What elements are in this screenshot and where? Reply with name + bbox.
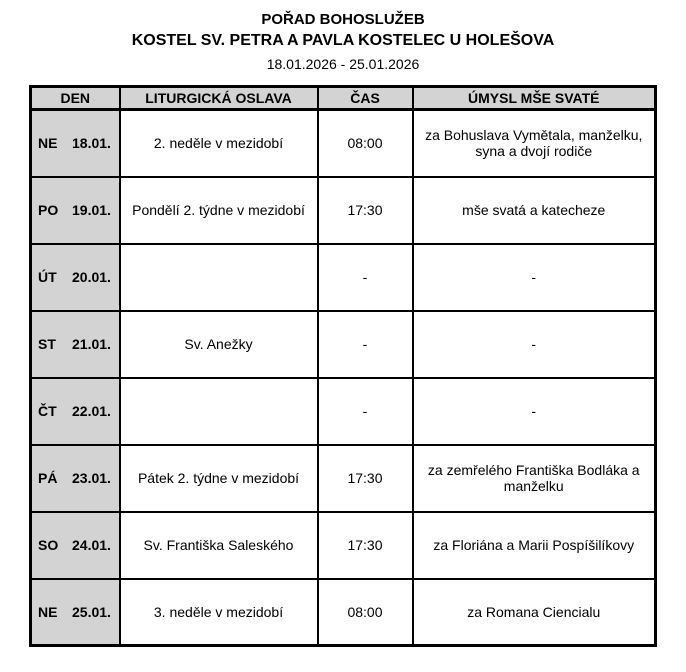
table-row [31, 244, 656, 311]
celebration-cell: Sv. Františka Saleského [120, 512, 318, 579]
document-header [0, 0, 686, 72]
day-date: 18.01. [72, 135, 111, 152]
celebration-cell [120, 378, 318, 445]
col-header-time: ČAS [318, 87, 413, 110]
intention-cell: za Romana Ciencialu [413, 579, 656, 646]
time-cell: 08:00 [318, 110, 413, 177]
time-cell: 08:00 [318, 579, 413, 646]
day-date: 23.01. [72, 470, 111, 486]
day-abbr: ČT [38, 403, 57, 419]
day-abbr: ÚT [38, 269, 57, 285]
page-title: POŘAD BOHOSLUŽEB [261, 11, 425, 28]
day-cell [31, 110, 120, 177]
day-abbr: NE [38, 135, 58, 152]
celebration-cell [120, 244, 318, 311]
intention-cell: za zemřelého Františka Bodláka a manželku [413, 445, 656, 512]
day-cell [31, 378, 120, 445]
time-cell: 17:30 [318, 445, 413, 512]
table-row [31, 579, 656, 646]
intention-cell: za Bohuslava Vymětala, manželku, syna a dvojí rodiče [413, 110, 656, 177]
celebration-cell: Pondělí 2. týdne v mezidobí [120, 177, 318, 244]
schedule-table [29, 85, 657, 647]
day-date: 19.01. [72, 202, 111, 218]
intention-cell: - [413, 311, 656, 378]
day-date: 20.01. [72, 269, 111, 285]
day-abbr: PÁ [38, 470, 58, 486]
time-cell: 17:30 [318, 177, 413, 244]
time-cell: - [318, 378, 413, 445]
day-cell [31, 512, 120, 579]
day-abbr: PO [38, 202, 59, 218]
celebration-cell: Pátek 2. týdne v mezidobí [120, 445, 318, 512]
col-header-intention: ÚMYSL MŠE SVATÉ [413, 87, 656, 110]
day-cell [31, 311, 120, 378]
table-row [31, 177, 656, 244]
table-row [31, 512, 656, 579]
table-row [31, 378, 656, 445]
day-abbr: SO [38, 537, 59, 553]
day-cell [31, 445, 120, 512]
table-row [31, 311, 656, 378]
col-header-celebration: LITURGICKÁ OSLAVA [120, 87, 318, 110]
day-cell [31, 244, 120, 311]
time-cell: - [318, 244, 413, 311]
table-header-row [31, 87, 656, 110]
col-header-day: DEN [31, 87, 120, 110]
celebration-cell: Sv. Anežky [120, 311, 318, 378]
table-row [31, 110, 656, 177]
day-date: 25.01. [72, 603, 111, 620]
day-cell [31, 177, 120, 244]
day-date: 22.01. [72, 403, 111, 419]
celebration-cell: 2. neděle v mezidobí [120, 110, 318, 177]
day-cell [31, 579, 120, 646]
intention-cell: - [413, 378, 656, 445]
day-abbr: NE [38, 603, 58, 620]
intention-cell: mše svatá a katecheze [413, 177, 656, 244]
celebration-cell: 3. neděle v mezidobí [120, 579, 318, 646]
intention-cell: za Floriána a Marii Pospíšilíkovy [413, 512, 656, 579]
date-range: 18.01.2026 - 25.01.2026 [266, 56, 420, 72]
day-abbr: ST [38, 336, 56, 352]
table-row [31, 445, 656, 512]
time-cell: - [318, 311, 413, 378]
time-cell: 17:30 [318, 512, 413, 579]
intention-cell: - [413, 244, 656, 311]
day-date: 21.01. [72, 336, 111, 352]
page-subtitle: KOSTEL SV. PETRA A PAVLA KOSTELEC U HOLEŠOVA [131, 32, 555, 49]
day-date: 24.01. [72, 537, 111, 553]
